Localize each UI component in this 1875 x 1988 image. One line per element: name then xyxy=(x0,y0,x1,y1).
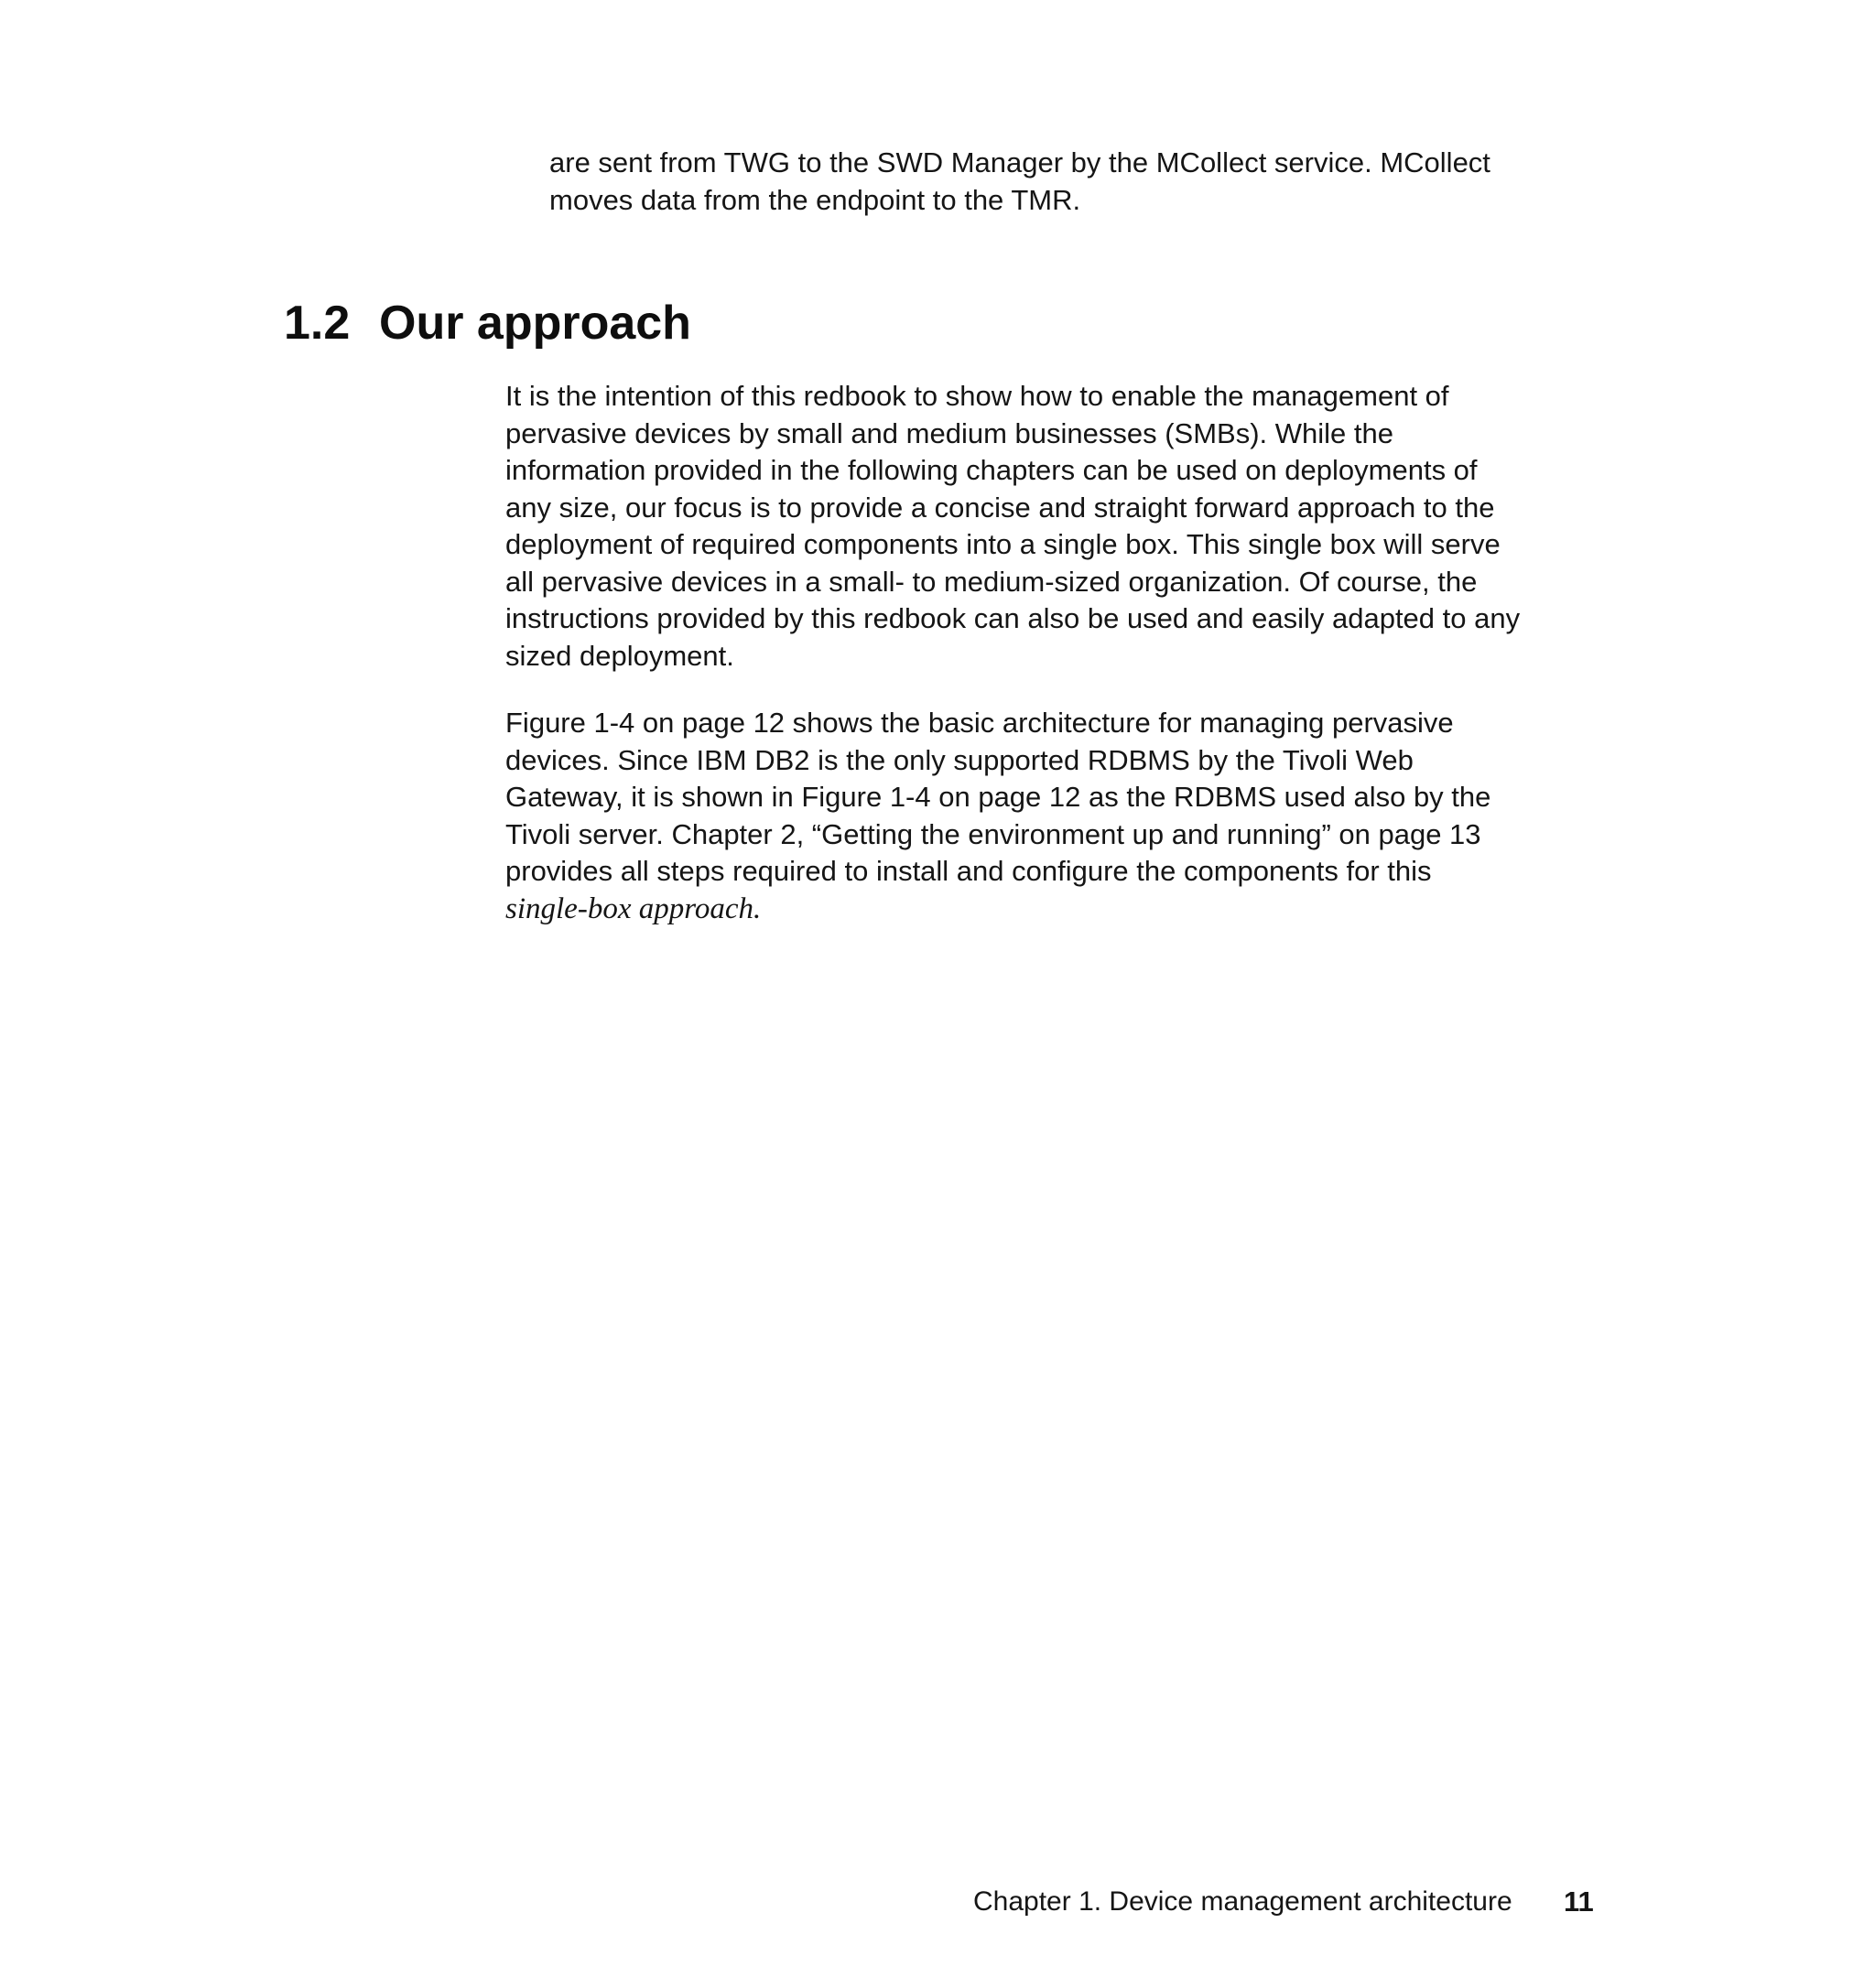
carry-over-paragraph xyxy=(549,145,1490,219)
page-number: 11 xyxy=(1564,1885,1594,1918)
paragraph-line: deployment of required components into a single box. This single box will serve xyxy=(505,528,1501,560)
paragraph-line: instructions provided by this redbook can also be used and easily adapted to any xyxy=(505,602,1521,634)
paragraph-line: Figure 1-4 on page 12 shows the basic architecture for managing pervasive xyxy=(505,707,1454,739)
paragraph-line: information provided in the following chapters can be used on deployments of xyxy=(505,454,1478,486)
section-heading xyxy=(284,291,691,355)
paragraph-line: provides all steps required to install and configure the components for this xyxy=(505,855,1432,887)
paragraph-final-line xyxy=(505,891,1490,928)
paragraph-line: It is the intention of this redbook to show how to enable the management of xyxy=(505,380,1449,412)
page-footer xyxy=(973,1884,1594,1920)
paragraph-line: all pervasive devices in a small- to medium-sized organization. Of course, the xyxy=(505,565,1478,598)
section-number: 1.2 xyxy=(284,297,351,350)
italic-term: single-box approach xyxy=(505,891,753,925)
paragraph-line: pervasive devices by small and medium businesses (SMBs). While the xyxy=(505,416,1393,449)
paragraph-line: Gateway, it is shown in Figure 1-4 on page 12 as the RDBMS used also by the xyxy=(505,781,1491,813)
paragraph-line: sized deployment. xyxy=(505,639,734,672)
architecture-paragraph xyxy=(505,705,1490,927)
footer-chapter-title: Chapter 1. Device management architecture xyxy=(973,1886,1512,1917)
paragraph-line: are sent from TWG to the SWD Manager by the MCollect service. MCollect xyxy=(549,146,1490,178)
paragraph-line: moves data from the endpoint to the TMR. xyxy=(549,183,1081,216)
section-title: Our approach xyxy=(379,297,691,350)
intro-paragraph xyxy=(505,378,1520,675)
paragraph-line: any size, our focus is to provide a concise and straight forward approach to the xyxy=(505,491,1495,524)
paragraph-line: Tivoli server. Chapter 2, “Getting the environment up and running” on page 13 xyxy=(505,817,1481,850)
paragraph-line: devices. Since IBM DB2 is the only supported RDBMS by the Tivoli Web xyxy=(505,743,1414,776)
trailing-punctuation: . xyxy=(753,891,762,925)
